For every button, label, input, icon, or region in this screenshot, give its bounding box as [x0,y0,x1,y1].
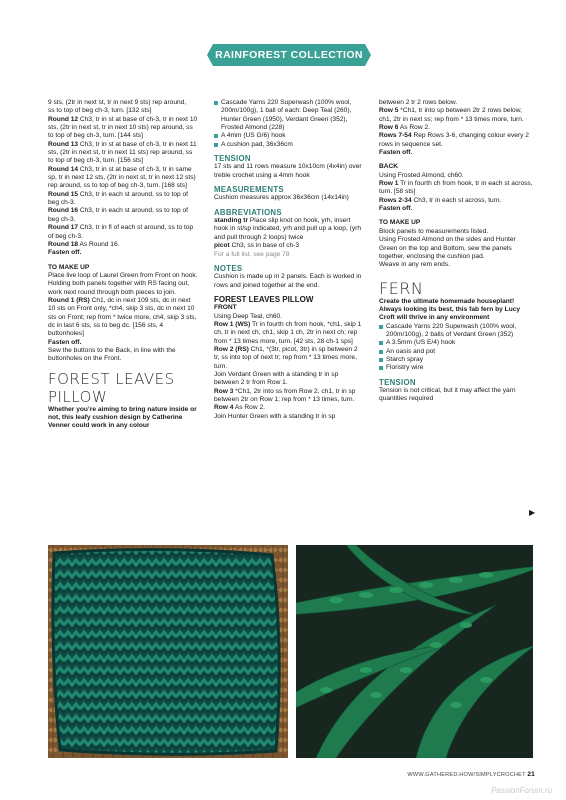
section-banner: RAINFOREST COLLECTION [213,44,365,66]
abbreviation-standing-tr: standing tr Place slip knot on hook, yrh, insert hook in st/sp indicated, yrh and pull up a loop, (yrh and pull through 2 loops) twice [214,217,361,241]
row-3: Row 3 *Ch1, 2tr into ss from Row 2, ch1, tr in sp between 2tr on Row 1; rep from * 13 times, turn. [214,387,356,403]
column-2 [214,99,364,421]
list-item: Cascade Yarns 220 Superwash (100% wool, 200m/100g), 1 ball of each: Deep Teal (260), Hunter Green (1950), Verdant Green (352), Frosted Almond (228) [214,99,364,132]
round-18: Round 18 As Round 16. [48,240,120,248]
tension-text: 17 sts and 11 rows measure 10x10cm (4x4in) over treble crochet using a 4mm hook [214,163,362,179]
round-14: Round 14 Ch3, tr in st at base of ch-3, tr in same sp, tr in next 12 sts, (2tr in next st, tr in next 12 sts) rep around, ss to top of beg ch-3, turn. [168 sts] [48,165,196,190]
rows-7-54: Rows 7-54 Rep Rows 3-6, changing colour every 2 rows in sequence set. [379,132,529,148]
text-line: 9 sts, (2tr in next st, tr in next 9 sts) rep around, [48,99,187,106]
row-6: Row 6 As Row 2. [379,124,430,132]
row-1: Row 1 (WS) Tr in fourth ch from hook, *ch1, skip 1 ch, tr in next ch, ch1, skip 1 ch, 2tr in next ch; rep from * 13 times more, turn. [42 sts, 28 ch-1 sps] [214,320,362,345]
front-text: Using Deep Teal, ch60. [214,312,283,320]
round-12: Round 12 Ch3, tr in st at base of ch-3, tr in next 10 sts, (2tr in next st, tr in next 10 sts) rep around, ss to top of beg ch-3, turn. [144 sts] [48,115,198,140]
fern-title: FERN [379,278,424,298]
footer-site: WWW.GATHERED.HOW/SIMPLYCROCHET [407,772,526,778]
text-line: between 2 tr 2 rows below. [379,99,458,106]
makeup-text: Block panels to measurements listed. [379,227,489,235]
fasten-off: Fasten off. [48,249,82,257]
pattern-title: FOREST LEAVES PILLOW [48,369,175,406]
full-list-link[interactable]: For a full list, see page 78 [214,250,290,258]
row-4: Row 4 As Row 2. [214,404,265,412]
column-3 [379,99,535,404]
sew-text: Sew the buttons to the Back, in line with the buttonholes on the Front. [48,346,176,363]
makeup-text: Using Frosted Almond on the sides and Hunter Green on the top and Bottom, sew the panels together, enclosing the cushion pad. [379,236,516,260]
makeup-heading: TO MAKE UP [379,219,421,227]
abbreviation-picot: picot Ch3, ss in base of ch-3 [214,242,300,250]
materials-list [214,99,364,149]
notes-heading: NOTES [214,263,243,273]
front-heading: FRONT [214,304,237,312]
list-item: An oasis and pot [379,348,535,356]
pattern-intro: Whether you’re aiming to bring nature inside or not, this leafy cushion design by Catherine Venner could work in any colour [48,405,197,430]
fern-photo [296,545,533,758]
makeup-text: Place live loop of Laurel Green from Front on hook. Holding both panels together with RS facing out, work next round through both pieces to join. [48,271,198,296]
fasten-off: Fasten off. [379,149,413,157]
back-row-1: Row 1 Tr in fourth ch from hook, tr in each st across, turn. [58 sts] [379,180,533,196]
tension-heading: TENSION [214,154,251,164]
measurements-heading: MEASUREMENTS [214,185,284,195]
abbreviations-heading: ABBREVIATIONS [214,207,282,217]
list-item: A 3.5mm (US E/4) hook [379,339,535,347]
row-2: Row 2 (RS) Ch1, *(3tr, picot, 3tr) in sp between 2 tr, ss into top of next tr; rep from * 13 times more, turn. [214,345,358,370]
fern-tension-text: Tension is not critical, but it may affect the yarn quantities required [379,386,516,403]
back-text: Using Frosted Almond, ch60. [379,171,464,179]
pillow-heading: FOREST LEAVES PILLOW [214,294,314,304]
page-number: 21 [527,771,535,778]
round-16: Round 16 Ch3, tr in each st around, ss to top of beg ch-3. [48,207,189,223]
text-line: ss to top of beg ch-3, turn. [132 sts] [48,107,152,115]
column-1 [48,99,198,431]
list-item: Floristry wire [379,364,535,372]
list-item: A 4mm (US G/6) hook [214,132,364,140]
list-item: Starch spray [379,356,535,364]
fern-tension-heading: TENSION [379,377,416,387]
round-15: Round 15 Ch3, tr in each st around, ss to top of beg ch-3. [48,190,189,207]
notes-text: Cushion is made up in 2 panels. Each is worked in rows and joined together at the end. [214,273,362,289]
makeup-heading: TO MAKE UP [48,263,90,271]
round-17: Round 17 Ch3, tr in fl of each st around, ss to top of beg ch-3. [48,224,194,240]
join-round-1: Round 1 (RS) Ch1, dc in next 109 sts, dc in next 10 sts on Front only, *ch4, skip 3 sts, dc in next 10 sts on Front; rep from * twice more, ch4, skip 3 sts, dc in last 6 sts, ss to beg dc. [156 sts, 4 buttonholes] [48,296,197,338]
continue-arrow-icon: ▶ [529,508,536,517]
measurements-text: Cushion measures approx 36x36cm (14x14in) [214,194,349,202]
fern-materials-list [379,323,535,373]
back-heading: BACK [379,163,399,171]
watermark: PassionForum.ru [491,786,552,795]
join-text: Join Verdant Green with a standing tr in sp between 2 tr from Row 1. [214,370,339,387]
row-5: Row 5 *Ch1, tr into sp between 2tr 2 rows below, ch1, 2tr in next ss; rep from * 13 times more, turn. [379,107,524,123]
fasten-off: Fasten off. [379,205,413,213]
round-13: Round 13 Ch3, tr in st at base of ch-3, tr in next 11 sts, (2tr in next st, tr in next 11 sts) rep around, ss to top of beg ch-3, turn. [156 sts] [48,140,197,165]
cushion-photo [48,545,288,758]
makeup-text: Weave in any rem ends. [379,261,450,269]
fern-intro: Create the ultimate homemade houseplant! Always looking its best, this fab fern by Lucy Croft will thrive in any environment [379,297,521,322]
fasten-off: Fasten off. [48,338,82,346]
page-footer [407,771,535,778]
list-item: A cushion pad, 36x36cm [214,141,364,149]
list-item: Cascade Yarns 220 Superwash (100% wool, 200m/100g), 2 balls of Verdant Green (352) [379,323,535,340]
join-text: Join Hunter Green with a standing tr in sp [214,412,336,420]
back-rows-2-34: Rows 2-34 Ch3, tr in each st across, turn. [379,196,502,204]
